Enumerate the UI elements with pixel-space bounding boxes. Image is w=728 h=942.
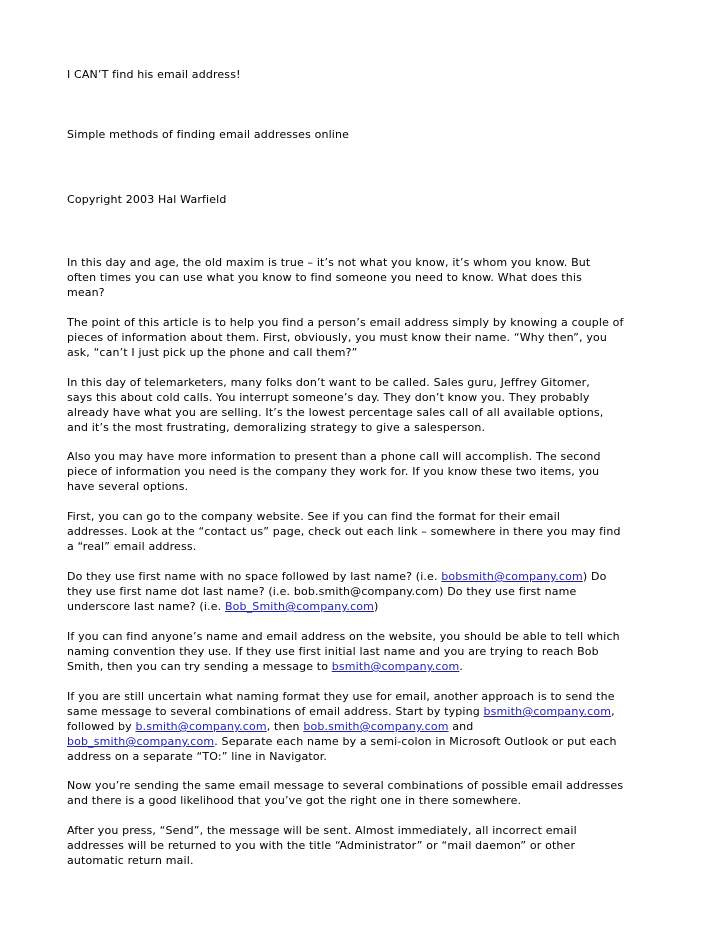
paragraph-line: address on a separate “TO:” line in Navigator. [67,750,328,763]
paragraph-line: In this day and age, the old maxim is true – it’s not what you know, it’s whom you know. But [67,256,591,269]
text-run: Smith, then you can try sending a message to [67,660,332,673]
paragraph-naming-convention [67,629,620,674]
text-run: same message to several combinations of email address. Start by typing [67,705,484,718]
paragraph-line: mean? [67,286,105,299]
email-link[interactable]: bobsmith@company.com [441,570,583,583]
paragraph-line: First, you can go to the company website. See if you can find the format for their email [67,510,561,523]
text-run: , then [266,720,304,733]
document-title: I CAN’T find his email address! [67,68,241,81]
text-run: ) [374,600,379,613]
text-run: underscore last name? (i.e. [67,600,225,613]
document-subtitle: Simple methods of finding email addresses online [67,128,350,141]
email-link[interactable]: bob_smith@company.com [67,735,215,748]
paragraph-line: Also you may have more information to present than a phone call will accomplish. The second [67,450,601,463]
paragraph-sending [67,778,623,808]
paragraph-line [67,734,617,749]
text-run: . Separate each name by a semi-colon in Microsoft Outlook or put each [214,735,617,748]
paragraph-line: and there is a good likelihood that you’ve got the right one in there somewhere. [67,794,522,807]
email-link[interactable]: b.smith@company.com [135,720,267,733]
copyright-line: Copyright 2003 Hal Warfield [67,193,227,206]
paragraph-line: piece of information you need is the company they work for. If you know these two items, you [67,465,600,478]
text-run: ) Do [582,570,607,583]
paragraph-line: and it’s the most frustrating, demoralizing strategy to give a salesperson. [67,421,486,434]
paragraph-line: addresses will be returned to you with the title “Administrator” or “mail daemon” or other [67,839,576,852]
paragraph-line: naming convention they use. If they use first initial last name and you are trying to reach Bob [67,645,599,658]
paragraph-telemarketers [67,375,603,435]
paragraph-line: In this day of telemarketers, many folks don’t want to be called. Sales guru, Jeffrey Gitomer, [67,376,590,389]
paragraph-line: pieces of information about them. First, obviously, you must know their name. “Why then”, you [67,331,607,344]
paragraph-line: often times you can use what you know to find someone you need to know. What does this [67,271,582,284]
paragraph-company-website [67,509,621,554]
paragraph-line: already have what you are selling. It’s the lowest percentage sales call of all available options, [67,406,604,419]
paragraph-line: The point of this article is to help you find a person’s email address simply by knowing a couple of [67,316,624,329]
paragraph-more-info [67,449,601,494]
paragraph-line: Now you’re sending the same email message to several combinations of possible email addresses [67,779,624,792]
paragraph-line [67,599,606,614]
paragraph-line: After you press, “Send”, the message will be sent. Almost immediately, all incorrect email [67,824,577,837]
paragraph-after-send [67,823,577,868]
paragraph-line [67,719,617,734]
paragraph-line: automatic return mail. [67,854,194,867]
paragraph-multiple-addresses [67,689,617,764]
email-link[interactable]: Bob_Smith@company.com [224,600,375,613]
paragraph-line: they use first name dot last name? (i.e. bob.smith@company.com) Do they use first name [67,585,577,598]
paragraph-line [67,659,620,674]
paragraph-intro [67,255,590,300]
text-run: , [611,705,615,718]
text-run: and [448,720,474,733]
paragraph-line: a “real” email address. [67,540,197,553]
text-run: followed by [67,720,136,733]
paragraph-purpose [67,315,624,360]
paragraph-line: ask, “can’t I just pick up the phone and call them?” [67,346,358,359]
paragraph-naming-formats [67,569,606,614]
text-run: . [459,660,464,673]
paragraph-line: says this about cold calls. You interrupt someone’s day. They don’t know you. They probably [67,391,590,404]
email-link[interactable]: bsmith@company.com [483,705,612,718]
paragraph-line: If you can find anyone’s name and email address on the website, you should be able to tell which [67,630,620,643]
email-link[interactable]: bob.smith@company.com [303,720,449,733]
paragraph-line: have several options. [67,480,189,493]
paragraph-line: addresses. Look at the “contact us” page, check out each link – somewhere in there you may find [67,525,621,538]
email-link[interactable]: bsmith@company.com [331,660,460,673]
paragraph-line: If you are still uncertain what naming format they use for email, another approach is to send the [67,690,615,703]
text-run: Do they use first name with no space followed by last name? (i.e. [67,570,442,583]
paragraph-line [67,569,606,584]
paragraph-line [67,704,617,719]
